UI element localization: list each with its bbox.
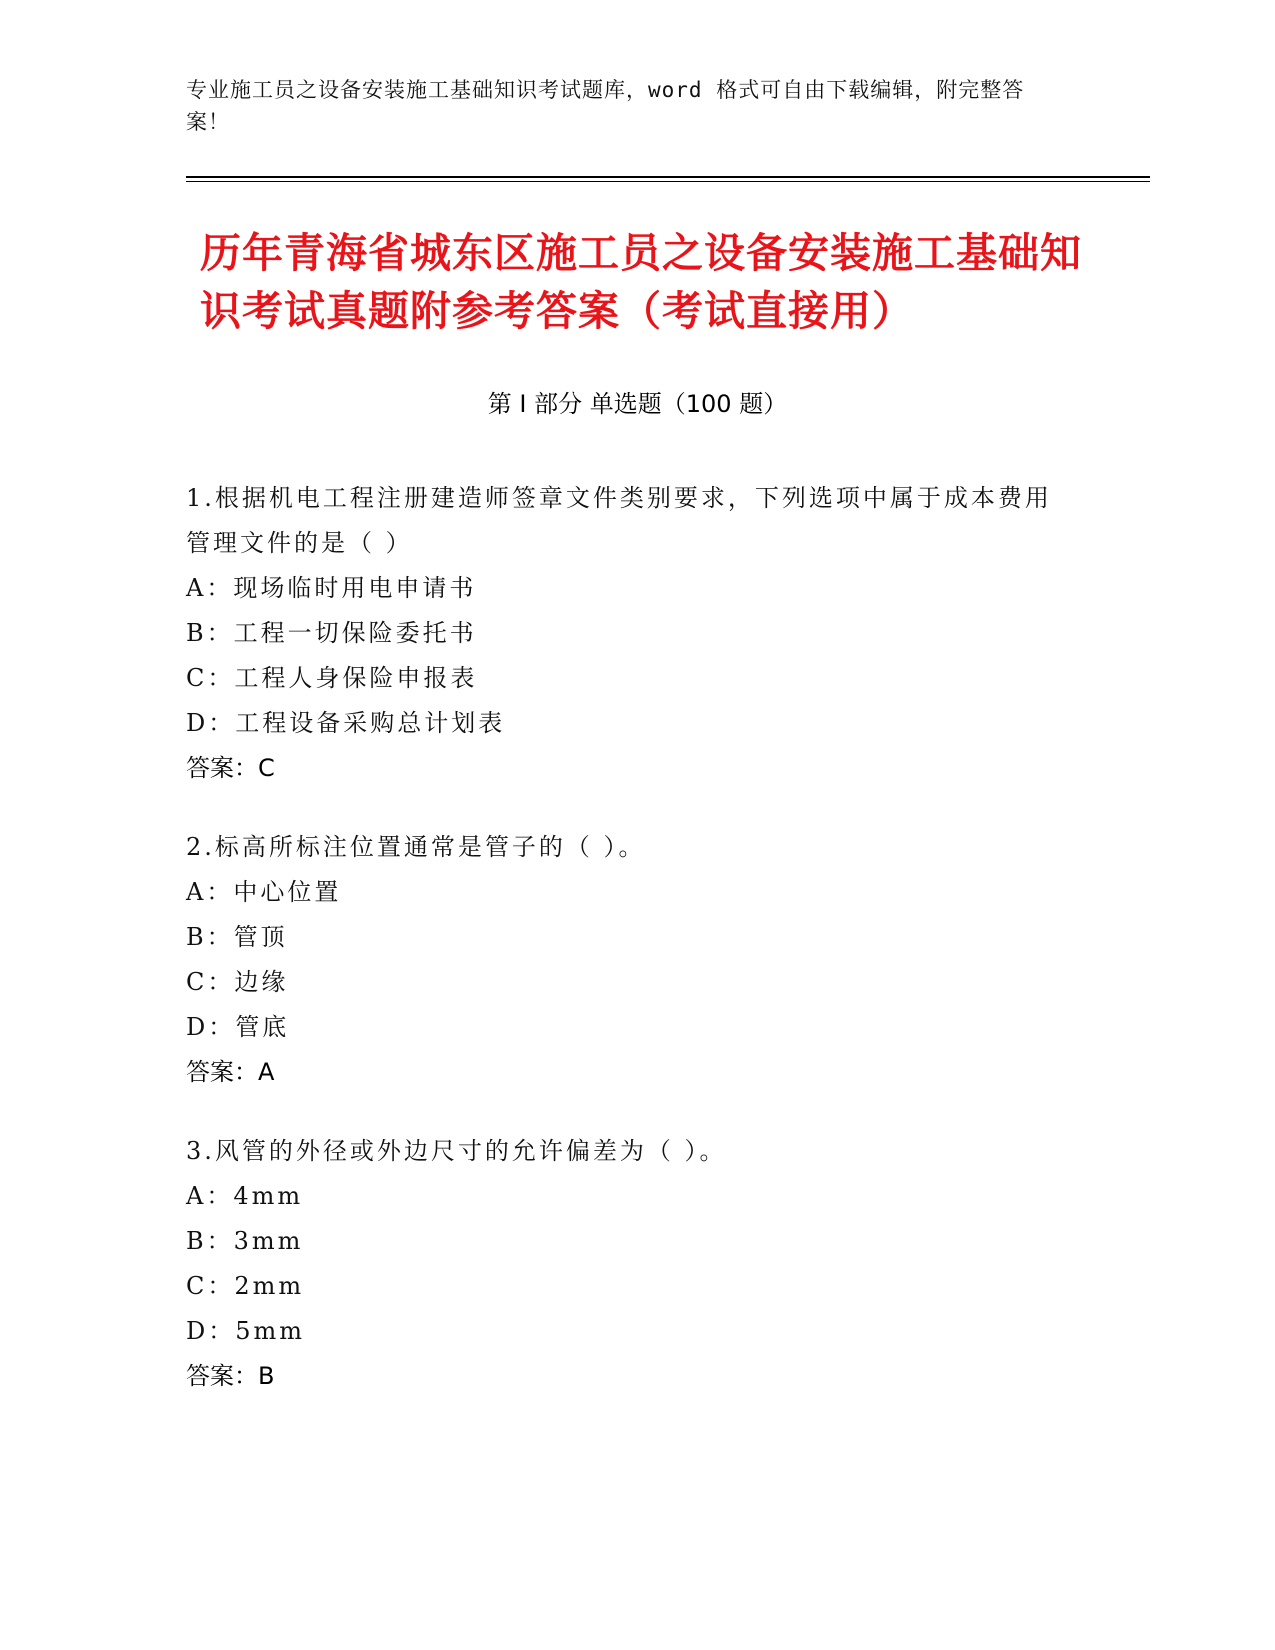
option-a: A：4mm: [186, 1182, 304, 1210]
option-a: A：现场临时用电申请书: [186, 574, 477, 602]
header-divider-thick: [186, 176, 1150, 178]
option-c: C：边缘: [186, 968, 289, 996]
document-title: 历年青海省城东区施工员之设备安装施工基础知识考试真题附参考答案（考试直接用）: [200, 229, 1082, 335]
section-heading: 第 I 部分 单选题（100 题）: [487, 390, 788, 418]
option-c: C：2mm: [186, 1272, 305, 1300]
option-d: D：管底: [186, 1013, 290, 1041]
option-d: D：工程设备采购总计划表: [186, 709, 506, 737]
header-note: 专业施工员之设备安装施工基础知识考试题库，word 格式可自由下载编辑，附完整答案！: [186, 78, 1025, 134]
question-stem: 3.风管的外径或外边尺寸的允许偏差为（ ）。: [186, 1137, 727, 1165]
option-a: A：中心位置: [186, 878, 342, 906]
question-3: [186, 1129, 1066, 1399]
question-stem: 1.根据机电工程注册建造师签章文件类别要求，下列选项中属于成本费用管理文件的是（ ）: [186, 484, 1052, 557]
question-list: [186, 476, 1066, 1433]
question-1: [186, 476, 1066, 791]
option-b: B：管顶: [186, 923, 288, 951]
question-2: [186, 825, 1066, 1095]
option-b: B：3mm: [186, 1227, 304, 1255]
question-stem: 2.标高所标注位置通常是管子的（ ）。: [186, 833, 646, 861]
option-c: C：工程人身保险申报表: [186, 664, 478, 692]
option-b: B：工程一切保险委托书: [186, 619, 477, 647]
answer: 答案：A: [186, 1058, 275, 1086]
answer: 答案：C: [186, 754, 275, 782]
header-divider-thin: [186, 181, 1150, 182]
answer: 答案：B: [186, 1362, 275, 1390]
option-d: D：5mm: [186, 1317, 306, 1345]
